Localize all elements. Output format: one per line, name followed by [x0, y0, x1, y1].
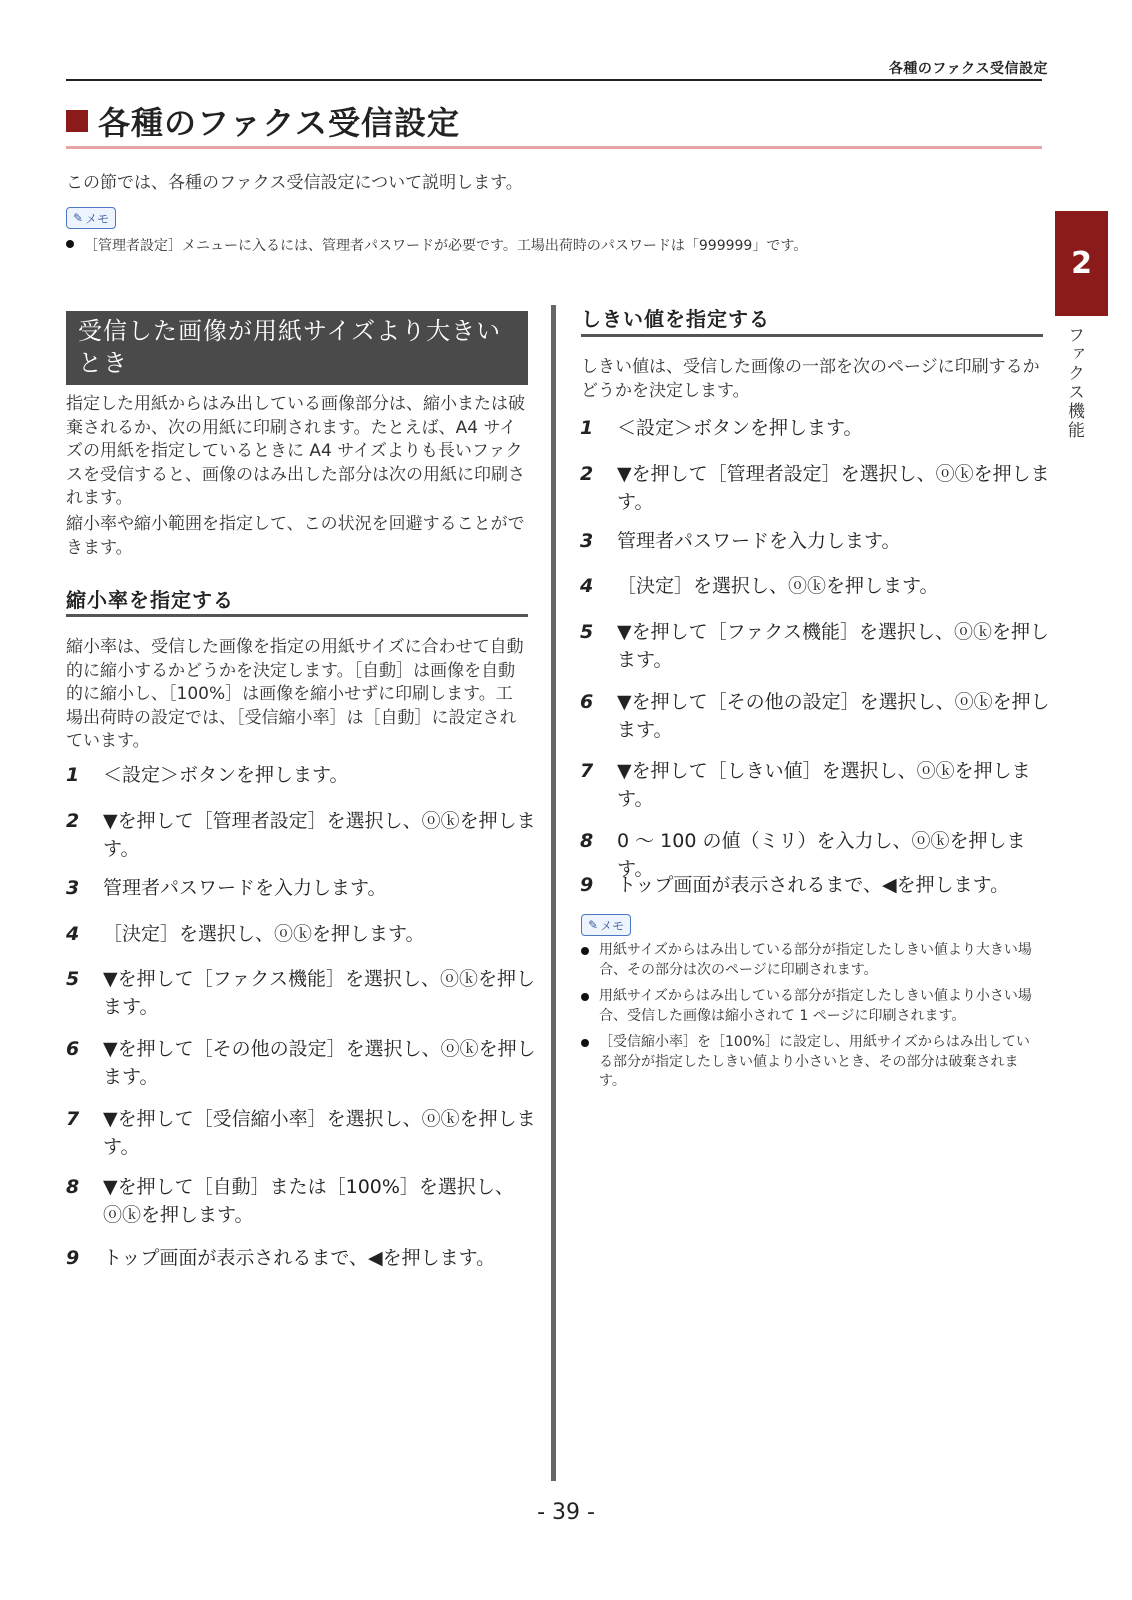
step-number: 9: [580, 874, 594, 896]
step-item: [66, 761, 348, 789]
step-item: [580, 871, 1009, 899]
title-square-icon: [66, 110, 88, 132]
step-number: 6: [580, 691, 594, 713]
step-text: ▼を押して［しきい値］を選択し、ⓞⓚを押します。: [617, 760, 1031, 810]
step-text: ▼を押して［その他の設定］を選択し、ⓞⓚを押します。: [617, 691, 1050, 741]
step-text: 0 ～ 100 の値（ミリ）を入力し、ⓞⓚを押します。: [617, 830, 1026, 880]
intro-text: この節では、各種のファクス受信設定について説明します。: [66, 173, 523, 193]
step-item: [580, 572, 938, 600]
step-item: [580, 618, 1050, 674]
step-text: ＜設定＞ボタンを押します。: [617, 417, 863, 439]
step-number: 8: [66, 1176, 80, 1198]
step-number: 7: [580, 760, 594, 782]
step-text: ▼を押して［管理者設定］を選択し、ⓞⓚを押します。: [103, 810, 536, 860]
left-sub-heading: 縮小率を指定する: [66, 588, 234, 612]
pencil-icon: ✎: [588, 918, 599, 932]
step-text: ▼を押して［受信縮小率］を選択し、ⓞⓚを押します。: [103, 1108, 536, 1158]
step-number: 1: [580, 417, 594, 439]
page-title: 各種のファクス受信設定: [98, 104, 461, 142]
title-rule: [66, 146, 1042, 149]
column-divider: [551, 305, 556, 1481]
memo-item-text: ［受信縮小率］を［100%］に設定し、用紙サイズからはみ出している部分が指定したしきい値より小さいとき、その部分は破棄されます。: [599, 1034, 1030, 1089]
step-number: 7: [66, 1108, 80, 1130]
step-number: 5: [66, 968, 80, 990]
step-number: 5: [580, 621, 594, 643]
left-paragraph-1: 指定した用紙からはみ出している画像部分は、縮小または破棄されるか、次の用紙に印刷されます。たとえば、A4 サイズの用紙を指定しているときに A4 サイズよりも長いファクスを受信すると、画像のはみ出した部分は次の用紙に印刷されます。: [66, 394, 525, 508]
step-number: 2: [66, 810, 80, 832]
page-title-row: [66, 98, 460, 144]
left-paragraph-3: 縮小率は、受信した画像を指定の用紙サイズに合わせて自動的に縮小するかどうかを決定します。［自動］は画像を自動的に縮小し、［100%］は画像を縮小せずに印刷します。工場出荷時の設定では、［受信縮小率］は［自動］に設定されています。: [66, 637, 524, 751]
step-text: ▼を押して［自動］または［100%］を選択し、ⓞⓚを押します。: [103, 1176, 514, 1226]
right-memo-badge: [581, 914, 631, 936]
step-text: ▼を押して［ファクス機能］を選択し、ⓞⓚを押します。: [617, 621, 1050, 671]
section-heading: 受信した画像が用紙サイズより大きいとき: [66, 311, 528, 385]
step-number: 1: [66, 764, 80, 786]
step-item: [66, 1105, 536, 1161]
header-rule: [66, 79, 1042, 81]
right-sub-rule: [581, 334, 1043, 337]
step-text: トップ画面が表示されるまで、◀を押します。: [103, 1247, 496, 1269]
step-text: ▼を押して［ファクス機能］を選択し、ⓞⓚを押します。: [103, 968, 536, 1018]
memo-item-text: 用紙サイズからはみ出している部分が指定したしきい値より大きい場合、その部分は次のページに印刷されます。: [599, 942, 1032, 978]
step-number: 4: [66, 923, 80, 945]
right-memo-list: [581, 941, 1043, 1099]
left-paragraph-2: 縮小率や縮小範囲を指定して、この状況を回避することができます。: [66, 514, 525, 558]
step-item: [580, 414, 862, 442]
memo-item-text: 用紙サイズからはみ出している部分が指定したしきい値より小さい場合、受信した画像は縮小されて 1 ページに印刷されます。: [599, 988, 1032, 1024]
right-sub-heading: しきい値を指定する: [581, 307, 770, 331]
memo-item: [581, 987, 1043, 1026]
memo-item: [581, 941, 1043, 980]
step-text: ▼を押して［管理者設定］を選択し、ⓞⓚを押します。: [617, 463, 1050, 513]
page-number: - 39 -: [537, 1500, 595, 1525]
step-item: [580, 527, 900, 555]
step-text: 管理者パスワードを入力します。: [617, 530, 901, 552]
step-number: 2: [580, 463, 594, 485]
chapter-side-label: ファクス機能: [1064, 326, 1084, 440]
memo-badge: [66, 207, 116, 229]
memo-badge: [581, 914, 631, 936]
step-text: ＜設定＞ボタンを押します。: [103, 764, 349, 786]
step-item: [66, 807, 536, 863]
top-memo-item: [66, 235, 807, 255]
step-number: 3: [66, 877, 80, 899]
step-item: [66, 920, 424, 948]
step-item: [66, 965, 536, 1021]
step-number: 9: [66, 1247, 80, 1269]
step-text: ▼を押して［その他の設定］を選択し、ⓞⓚを押します。: [103, 1038, 536, 1088]
step-item: [66, 1244, 495, 1272]
step-text: 管理者パスワードを入力します。: [103, 877, 387, 899]
step-item: [66, 1035, 536, 1091]
step-item: [580, 757, 1050, 813]
step-text: トップ画面が表示されるまで、◀を押します。: [617, 874, 1010, 896]
step-text: ［決定］を選択し、ⓞⓚを押します。: [103, 923, 425, 945]
bullet-icon: [581, 993, 589, 1001]
right-paragraph-1: しきい値は、受信した画像の一部を次のページに印刷するかどうかを決定します。: [581, 357, 1040, 401]
bullet-icon: [66, 240, 74, 248]
step-item: [580, 688, 1050, 744]
step-item: [66, 874, 386, 902]
top-memo-text: ［管理者設定］メニューに入るには、管理者パスワードが必要です。工場出荷時のパスワードは「999999」です。: [84, 238, 808, 254]
step-item: [580, 460, 1050, 516]
step-number: 4: [580, 575, 594, 597]
step-number: 6: [66, 1038, 80, 1060]
bullet-icon: [581, 1039, 589, 1047]
running-header: 各種のファクス受信設定: [888, 61, 1048, 77]
top-memo-badge: [66, 207, 116, 229]
step-text: ［決定］を選択し、ⓞⓚを押します。: [617, 575, 939, 597]
memo-item: [581, 1033, 1043, 1092]
pencil-icon: ✎: [73, 211, 84, 225]
step-number: 3: [580, 530, 594, 552]
memo-label: メモ: [85, 211, 110, 226]
chapter-tab: 2: [1055, 211, 1108, 316]
left-sub-rule: [66, 614, 528, 617]
memo-label: メモ: [600, 918, 625, 933]
step-number: 8: [580, 830, 594, 852]
step-item: [66, 1173, 536, 1229]
bullet-icon: [581, 947, 589, 955]
